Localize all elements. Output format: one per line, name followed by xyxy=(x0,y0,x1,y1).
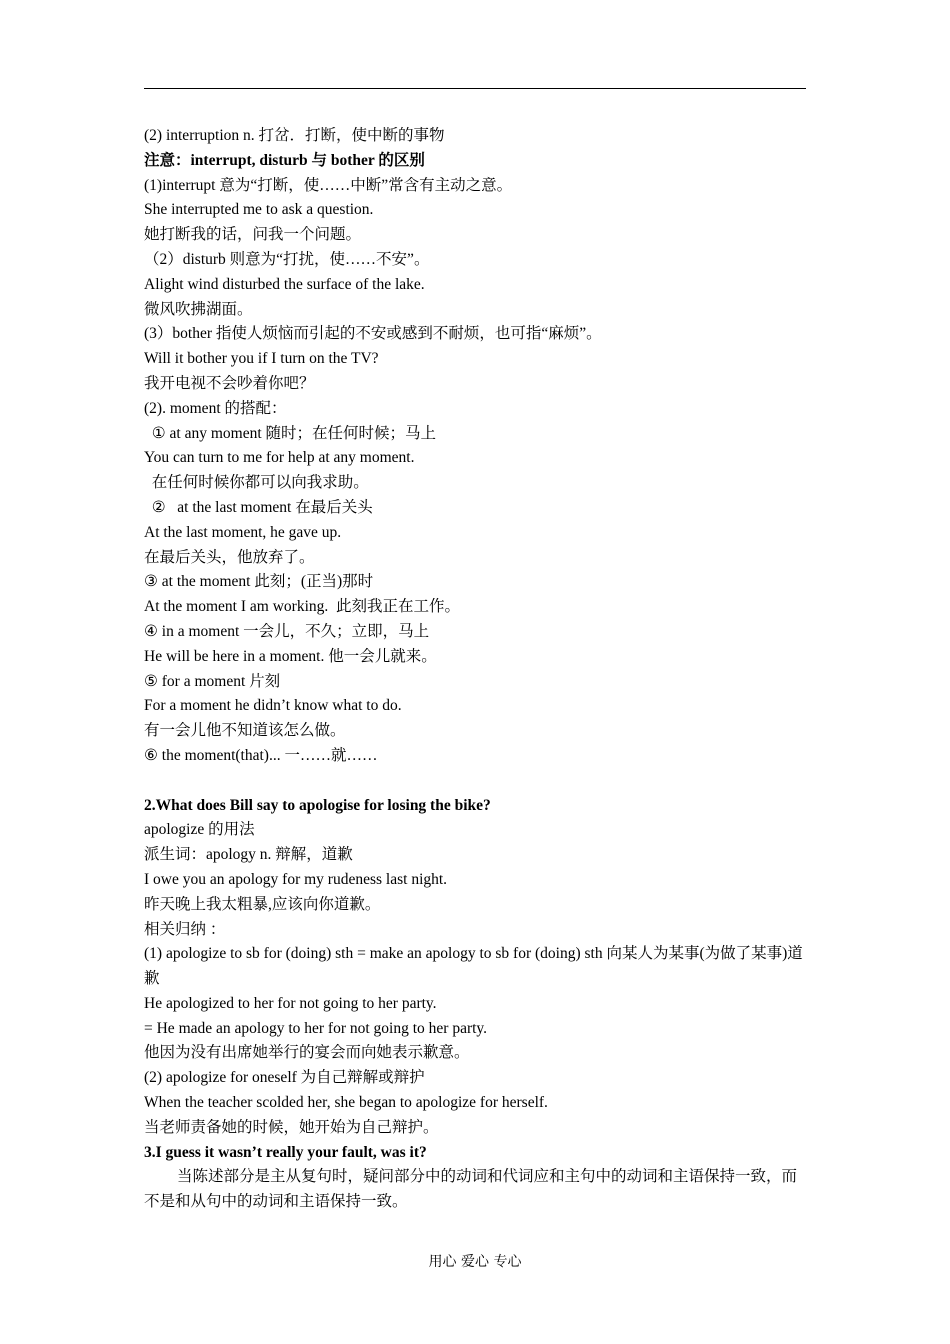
text-line: 当老师责备她的时候，她开始为自己辩护。 xyxy=(144,1118,439,1136)
text-line: 派生词：apology n. 辩解，道歉 xyxy=(144,846,353,864)
text-line: ⑥ the moment(that)... 一……就…… xyxy=(144,746,378,764)
text-line: = He made an apology to her for not going to her party. xyxy=(144,1019,488,1037)
text-line: At the moment I am working. 此刻我正在工作。 xyxy=(144,598,460,616)
header-rule xyxy=(144,88,806,89)
text-line: 有一会儿他不知道该怎么做。 xyxy=(144,722,346,740)
text-line: 在任何时候你都可以向我求助。 xyxy=(144,474,369,492)
text-line: (2). moment 的搭配： xyxy=(144,399,287,417)
text-line: He apologized to her for not going to her party. xyxy=(144,994,437,1012)
text-line: apologize 的用法 xyxy=(144,821,255,839)
text-line: 昨天晚上我太粗暴,应该向你道歉。 xyxy=(144,895,381,913)
text-line: Will it bother you if I turn on the TV? xyxy=(144,350,379,368)
document-body xyxy=(144,124,806,1215)
section-heading: 2.What does Bill say to apologise for losing the bike? xyxy=(144,796,491,814)
text-line: (1) apologize to sb for (doing) sth = make an apology to sb for (doing) sth 向某人为某事(为做了某事)道歉 xyxy=(144,945,803,988)
text-line: At the last moment, he gave up. xyxy=(144,523,342,541)
text-line: Alight wind disturbed the surface of the lake. xyxy=(144,275,425,293)
text-line: (2) interruption n. 打岔．打断，使中断的事物 xyxy=(144,127,445,144)
text-line: ④ in a moment 一会儿，不久；立即，马上 xyxy=(144,622,430,640)
text-line: ② at the last moment 在最后关头 xyxy=(144,498,373,516)
text-line: You can turn to me for help at any moment. xyxy=(144,449,415,467)
text-line: 他因为没有出席她举行的宴会而向她表示歉意。 xyxy=(144,1044,470,1062)
text-line: （2）disturb 则意为“打扰，使……不安”。 xyxy=(144,250,430,268)
text-line: 她打断我的话，问我一个问题。 xyxy=(144,226,362,244)
text-line: ⑤ for a moment 片刻 xyxy=(144,672,281,690)
text-line: For a moment he didn’t know what to do. xyxy=(144,697,402,715)
text-line: ③ at the moment 此刻；(正当)那时 xyxy=(144,573,374,591)
text-line: She interrupted me to ask a question. xyxy=(144,201,374,219)
page-footer: 用心 爱心 专心 xyxy=(428,1254,522,1270)
text-line: (3）bother 指使人烦恼而引起的不安或感到不耐烦，也可指“麻烦”。 xyxy=(144,325,602,343)
text-line: I owe you an apology for my rudeness last night. xyxy=(144,870,448,888)
text-line: When the teacher scolded her, she began to apologize for herself. xyxy=(144,1094,548,1112)
text-line: 相关归纳 ： xyxy=(144,920,226,938)
section-heading: 3.I guess it wasn’t really your fault, was it? xyxy=(144,1143,427,1161)
text-line: (2) apologize for oneself 为自己辩解或辩护 xyxy=(144,1069,425,1087)
text-line: ① at any moment 随时；在任何时候；马上 xyxy=(144,424,437,442)
text-line: He will be here in a moment. 他一会儿就来。 xyxy=(144,647,437,665)
text-line: (1)interrupt 意为“打断，使……中断”常含有主动之意。 xyxy=(144,176,513,194)
text-line xyxy=(144,769,806,794)
text-line: 微风吹拂湖面。 xyxy=(144,300,253,318)
text-line: 我开电视不会吵着你吧？ xyxy=(144,374,315,392)
section-heading: 注意：interrupt, disturb 与 bother 的区别 xyxy=(144,151,425,169)
text-line: 在最后关头，他放弃了。 xyxy=(144,548,315,566)
text-line: 当陈述部分是主从复句时，疑问部分中的动词和代词应和主句中的动词和主语保持一致，而不是和从句中的动词和主语保持一致。 xyxy=(144,1168,798,1211)
